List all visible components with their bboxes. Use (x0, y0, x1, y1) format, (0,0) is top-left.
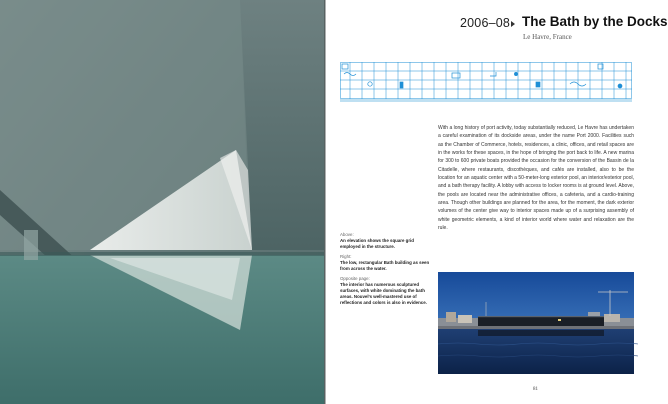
interior-pool-photo (0, 0, 326, 404)
body-text: With a long history of port activity, today substantially reduced, Le Havre has undertaken a careful examination of its dockside areas, under the name Port 2000. Facilities such as the Chamber of Commerce, hotels, residences, a clinic, offices, and retail spaces are in the works for these spaces, in the hope of bringing the port back to life. A new marina for 300 to 600 private boats provided the occasion for the conversion of the Bassin de la Citadelle, where restaurants, discothèques, and cafés are installed, also to be the location for an aquatic center with a 50-meter-long exterior pool, an interior/exterior pool, and a bath therapy facility. A lobby with access to locker rooms is at ground level. Above, the pools are located near the administrative offices, a cafeteria, and a cardio-training area. Though other buildings are planned for the area, for the moment, the dark exterior volumes of the center give way to interior spaces made up of a surprising assembly of white geometric elements, a kind of interior world where water and relaxation are the rule. (438, 125, 634, 232)
caption-opposite-head: Opposite page: (340, 276, 370, 281)
caption-above-head: Above: (340, 232, 354, 237)
caption-opposite-text: The interior has numerous sculptured surfaces, with white dominating the bath areas. Nouvel’s well-mastered use of reflections and colors is also in evidence. (340, 282, 427, 305)
right-page (326, 0, 668, 404)
pool-illustration (0, 0, 326, 404)
project-year: 2006–08 (460, 16, 511, 30)
caption-right-text: The low, rectangular Bath building as seen from across the water. (340, 260, 430, 271)
project-title: The Bath by the Docks (522, 14, 668, 29)
elevation-drawing (340, 62, 632, 104)
project-location: Le Havre, France (523, 33, 572, 41)
triangle-arrow-icon (511, 21, 515, 27)
page-number: 81 (533, 387, 538, 392)
captions (340, 232, 432, 306)
exterior-building-photo (438, 272, 634, 374)
exterior-illustration (438, 272, 634, 374)
caption-above-text: An elevation shows the square grid employed in the structure. (340, 238, 414, 249)
caption-right-head: Right: (340, 254, 352, 259)
